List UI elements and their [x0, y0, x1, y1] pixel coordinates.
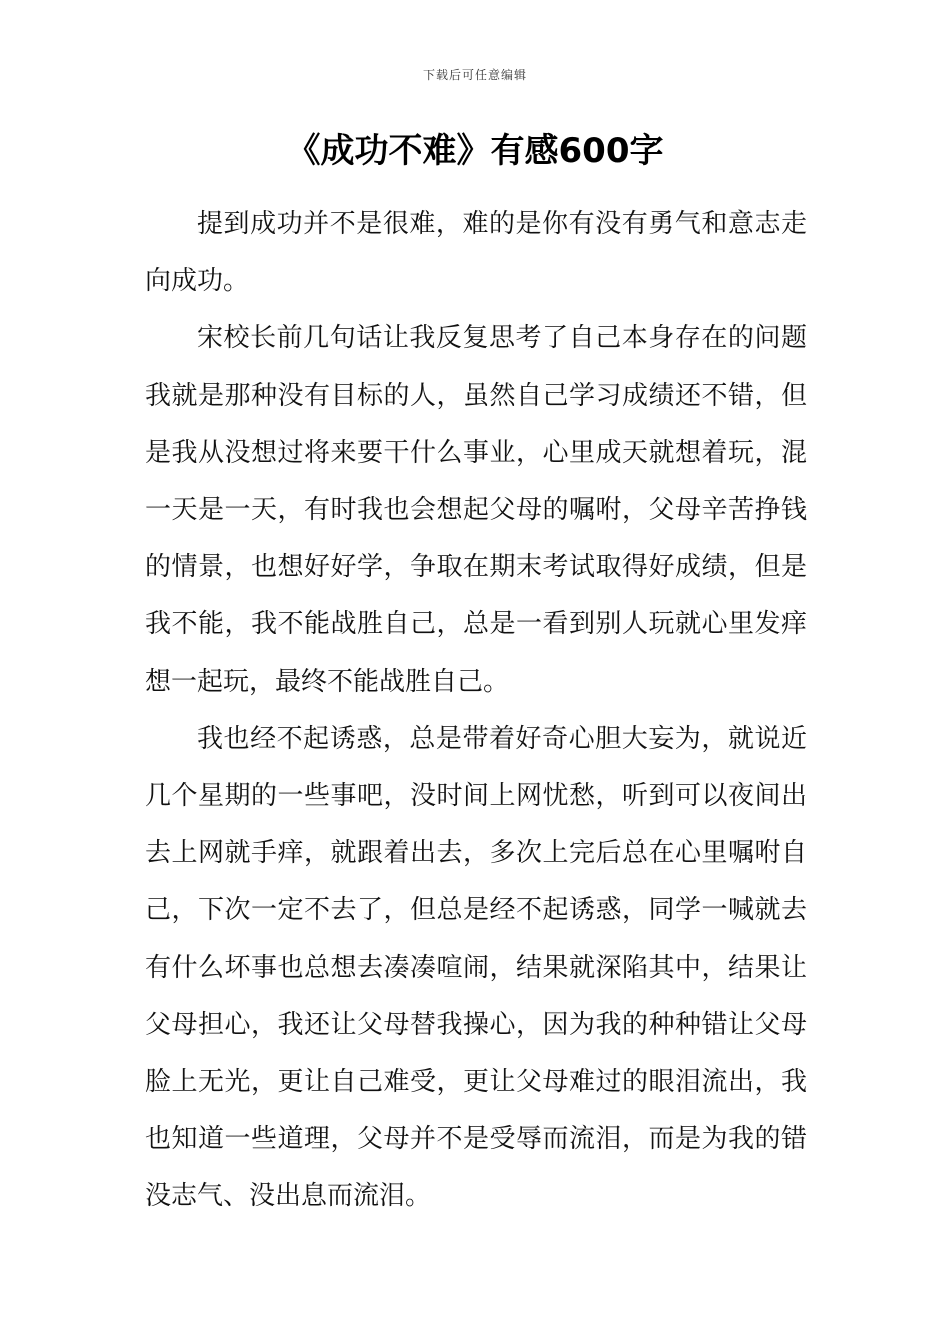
document-title: 《成功不难》有感600字	[286, 131, 664, 171]
paragraph-1: 提到成功并不是很难，难的是你有没有勇气和意志走向成功。	[145, 209, 807, 297]
document-body	[145, 196, 807, 1226]
paragraph-3: 我也经不起诱惑，总是带着好奇心胆大妄为，就说近几个星期的一些事吧，没时间上网忧愁，听到可以夜间出去上网就手痒，就跟着出去，多次上完后总在心里嘱咐自己，下次一定不去了，但总是经不起诱惑，同学一喊就去有什么坏事也总想去凑凑喧闹，结果就深陷其中，结果让父母担心，我还让父母替我操心，因为我的种种错让父母脸上无光，更让自己难受，更让父母难过的眼泪流出，我也知道一些道理，父母并不是受辱而流泪，而是为我的错没志气、没出息而流泪。	[145, 723, 807, 1212]
paragraph-2: 宋校长前几句话让我反复思考了自己本身存在的问题我就是那种没有目标的人，虽然自己学习成绩还不错，但是我从没想过将来要干什么事业，心里成天就想着玩，混一天是一天，有时我也会想起父母的嘱咐，父母辛苦挣钱的情景，也想好好学，争取在期末考试取得好成绩，但是我不能，我不能战胜自己，总是一看到别人玩就心里发痒想一起玩，最终不能战胜自己。	[145, 323, 807, 697]
header-note: 下载后可任意编辑	[422, 68, 527, 82]
